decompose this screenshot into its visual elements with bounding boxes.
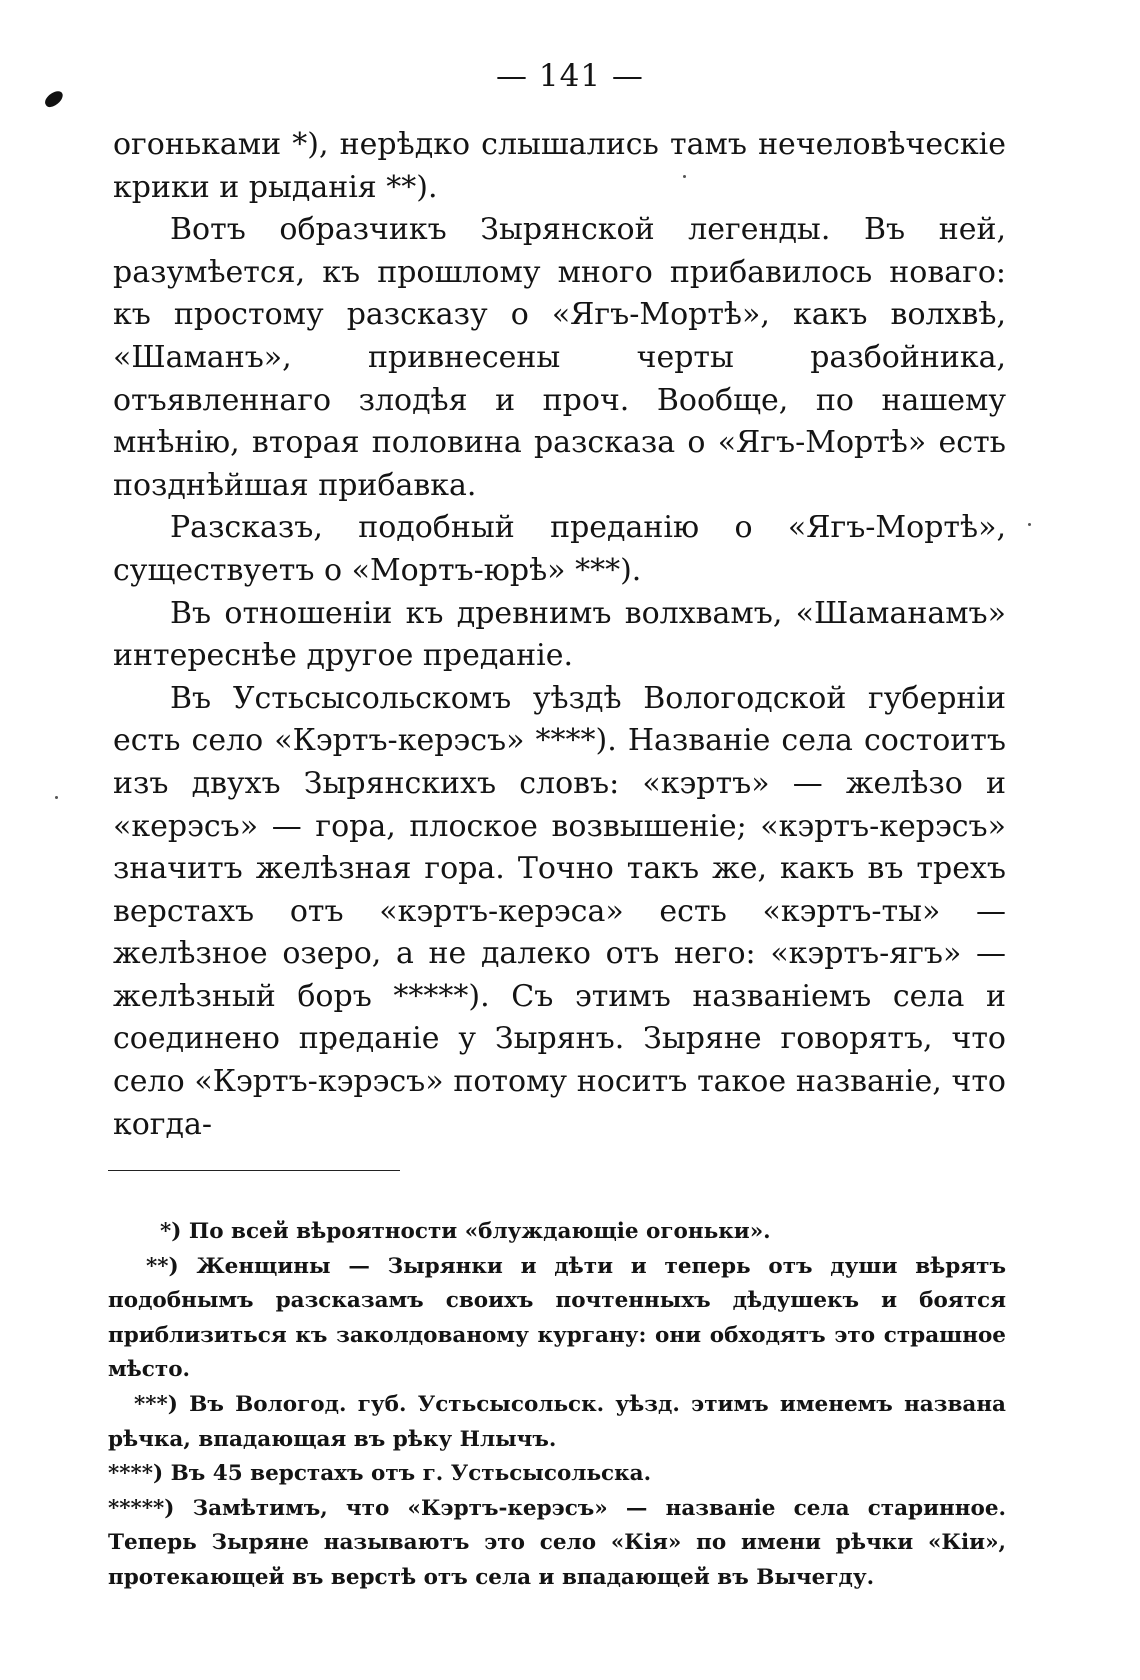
paper-speck (1028, 523, 1031, 526)
paragraph: Разсказъ, подобный преданію о «Ягъ-Мортѣ», существуетъ о «Мортъ-юрѣ» ***). (113, 510, 1006, 588)
body-text (113, 124, 1006, 1146)
footnote: *****) Замѣтимъ, что «Кэртъ-керэсъ» — названіе села старинное. Теперь Зыряне называютъ это село «Кія» по имени рѣчки «Кіи», протекающей въ верстѣ отъ села и впадающей въ Вычегду. (108, 1495, 1006, 1590)
footnote-separator (108, 1170, 400, 1171)
footnote: **) Женщины — Зырянки и дѣти и теперь отъ души вѣрятъ подобнымъ разсказамъ своихъ почтенныхъ дѣдушекъ и боятся приблизиться къ заколдованому кургану: они обходятъ это страшное мѣсто. (108, 1253, 1006, 1383)
footnotes (108, 1215, 1006, 1596)
paragraph: Въ отношеніи къ древнимъ волхвамъ, «Шаманамъ» интереснѣе другое преданіе. (113, 595, 1006, 674)
paragraph: огоньками *), нерѣдко слышались тамъ нечеловѣческіе крики и рыданія **). (113, 127, 1006, 205)
footnote: ***) Въ Вологод. губ. Устьсысольск. уѣзд. этимъ именемъ названа рѣчка, впадающая въ рѣку Нлычъ. (108, 1391, 1006, 1452)
footnote: *) По всей вѣроятности «блуждающіе огоньки». (160, 1219, 771, 1244)
footnote: ****) Въ 45 верстахъ отъ г. Устьсысольска. (108, 1461, 652, 1487)
paragraph: Въ Устьсысольскомъ уѣздѣ Вологодской губерніи есть село «Кэртъ-керэсъ» ****). Названіе села состоитъ изъ двухъ Зырянскихъ словъ: «кэртъ» — желѣзо и «керэсъ» — гора, плоское возвышеніе; «кэртъ-керэсъ» значитъ желѣзная гора. Точно такъ же, какъ въ трехъ верстахъ отъ «кэртъ-керэса» есть «кэртъ-ты» — желѣзное озеро, а не далеко отъ него: «кэртъ-ягъ» — желѣзный боръ *****). Съ этимъ названіемъ села и соединено преданіе у Зырянъ. Зыряне говорятъ, что село «Кэртъ-кэрэсъ» потому носитъ такое названіе, что когда- (113, 680, 1006, 1142)
paper-speck (55, 796, 58, 799)
page-number: — 141 — (496, 58, 644, 94)
paragraph: Вотъ образчикъ Зырянской легенды. Въ ней, разумѣется, къ прошлому много прибавилось новаго: къ простому разсказу о «Ягъ-Мортѣ», какъ волхвѣ, «Шаманъ», привнесены черты разбойника, отъявленнаго злодѣя и проч. Вообще, по нашему мнѣнію, вторая половина разсказа о «Ягъ-Мортѣ» есть позднѣйшая прибавка. (113, 212, 1006, 503)
